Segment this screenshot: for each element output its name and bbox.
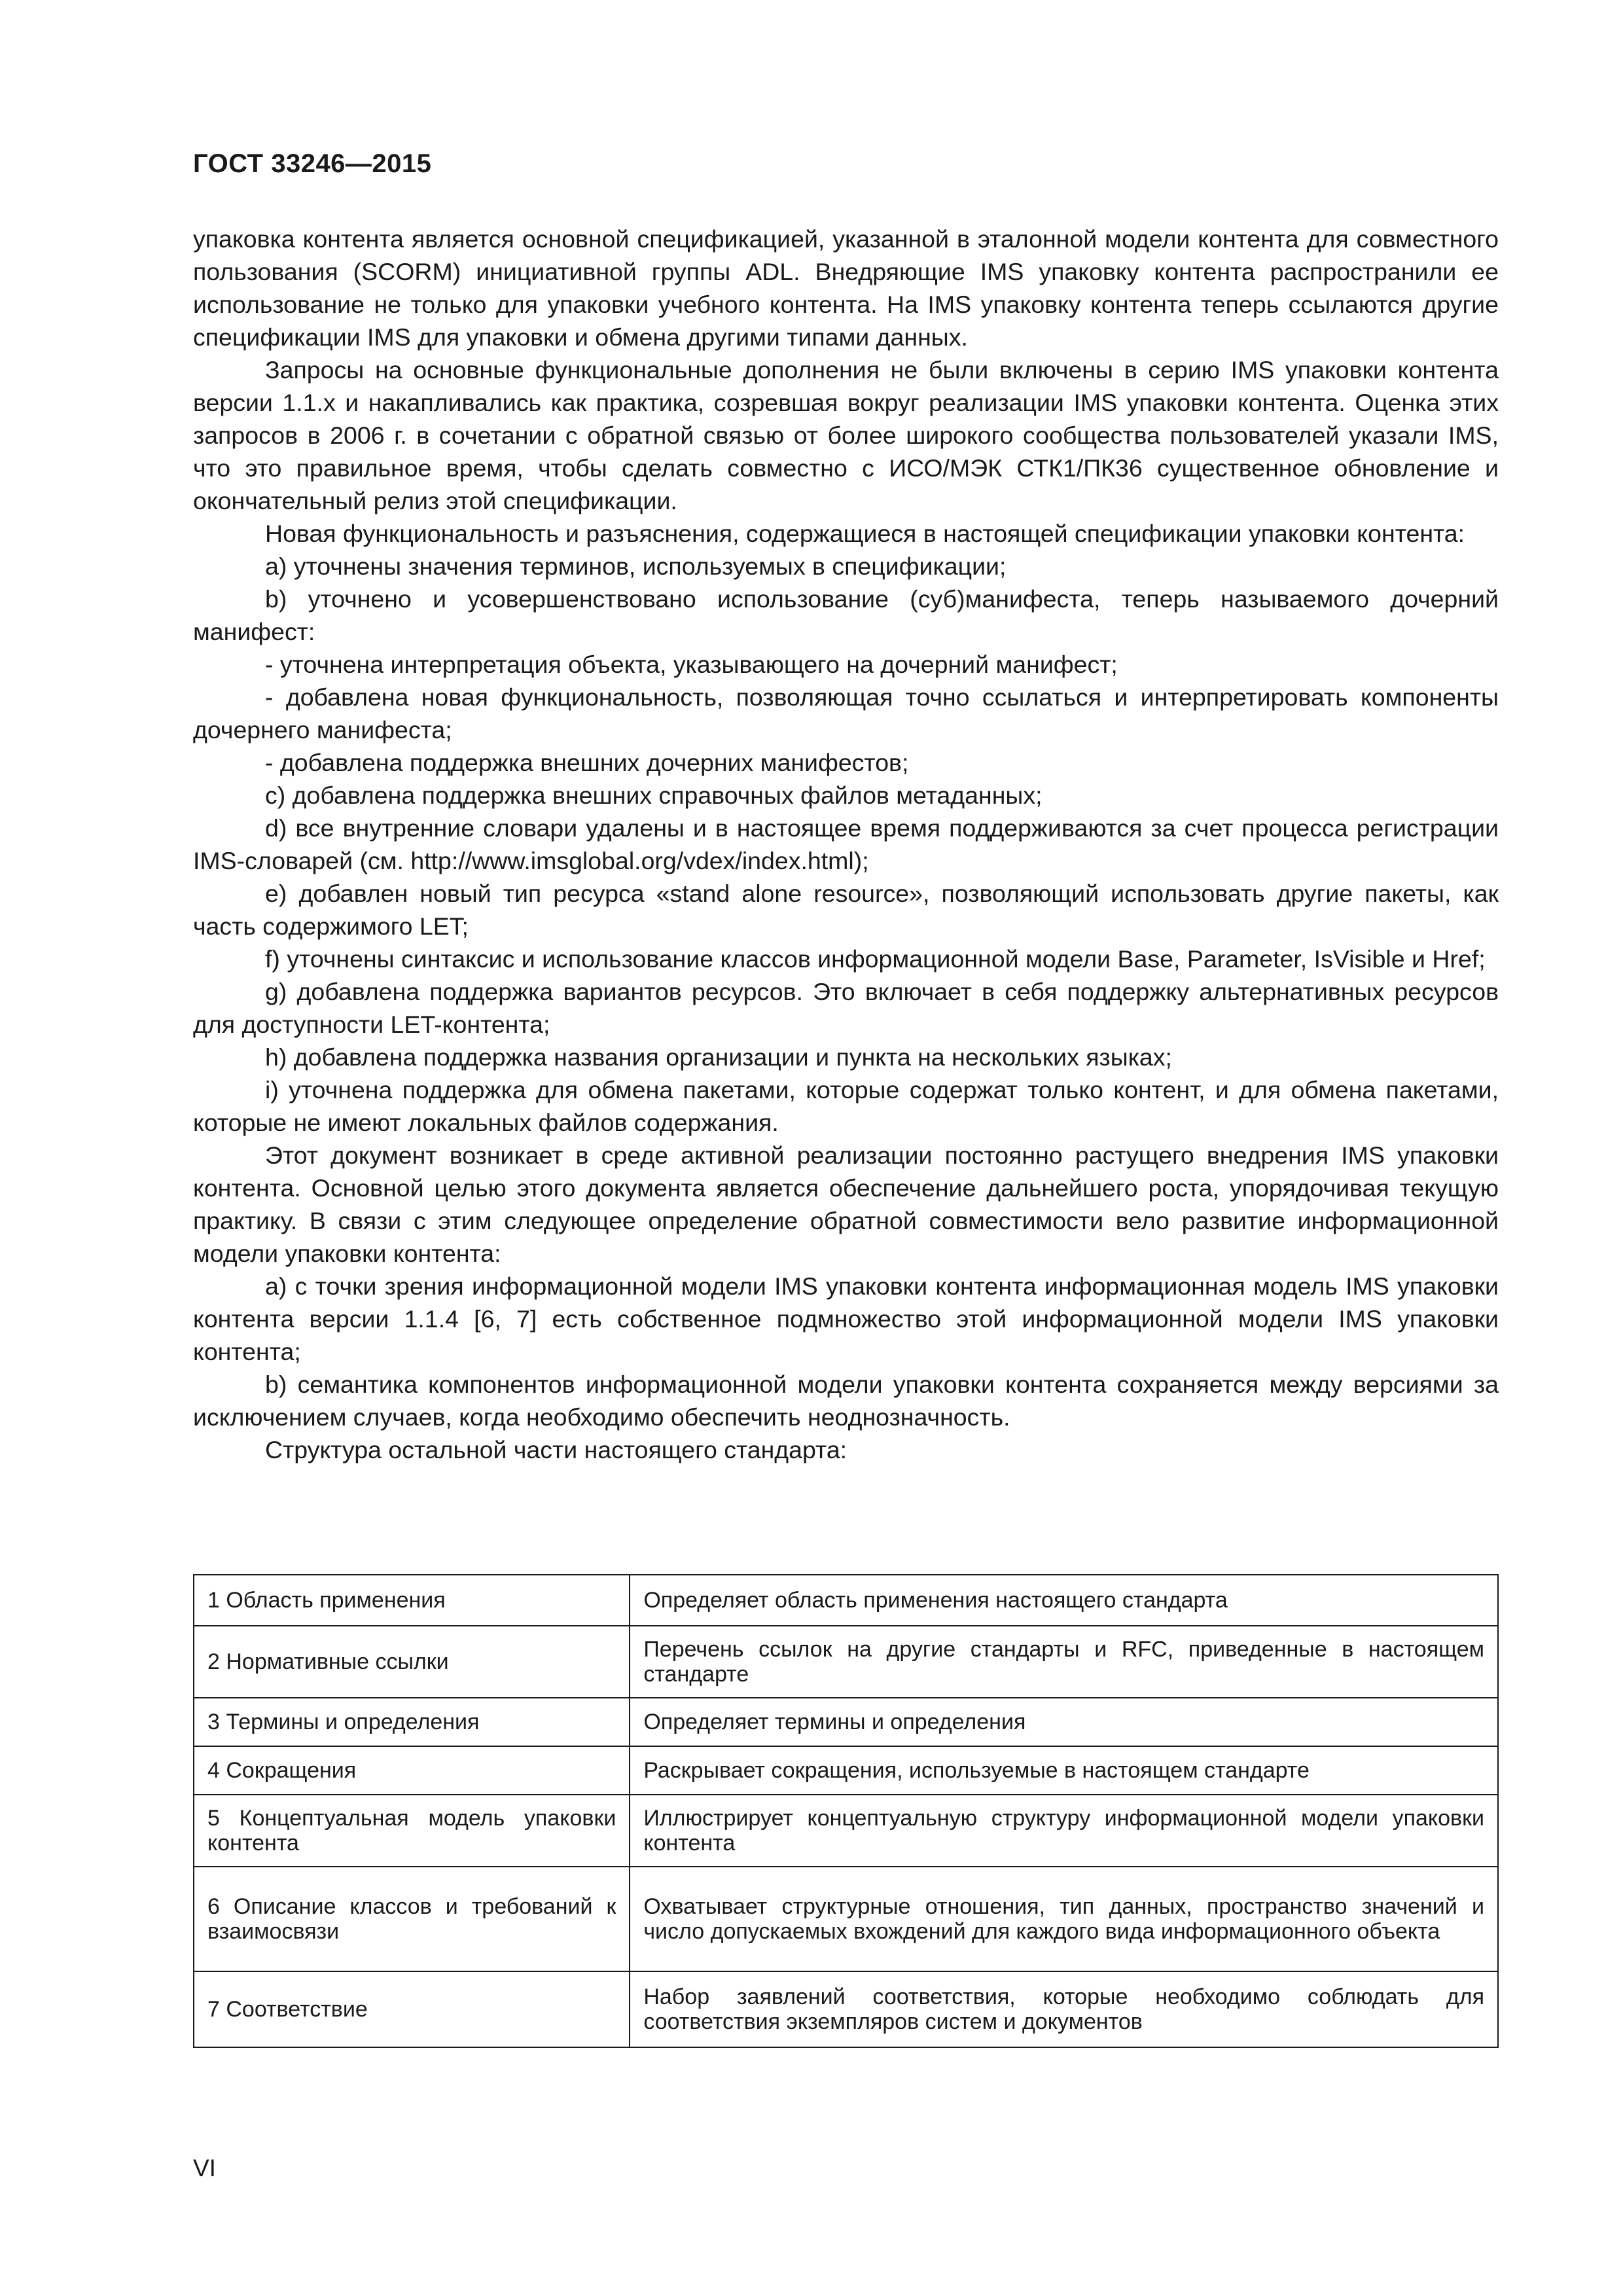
list-item: f) уточнены синтаксис и использование классов информационной модели Base, Parameter, IsVisible и Href; bbox=[265, 945, 1486, 973]
sub-list-item: - уточнена интерпретация объекта, указывающего на дочерний манифест; bbox=[265, 651, 1118, 678]
page-number: VI bbox=[193, 2155, 216, 2181]
sub-list-item: - добавлена новая функциональность, позволяющая точно ссылаться и интерпретировать компоненты дочернего манифеста; bbox=[193, 683, 1499, 744]
list-item: e) добавлен новый тип ресурса «stand alone resource», позволяющий использовать другие пакеты, как часть содержимого LET; bbox=[193, 880, 1499, 940]
section-cell: 3 Термины и определения bbox=[194, 1698, 630, 1746]
list-item: d) все внутренние словари удалены и в настоящее время поддерживаются за счет процесса регистрации IMS-словарей (см. http://www.imsglobal.org/vdex/index.html); bbox=[193, 814, 1499, 874]
table-row bbox=[194, 1867, 1498, 1971]
section-cell: 6 Описание классов и требований к взаимосвязи bbox=[194, 1867, 630, 1971]
list-item: i) уточнена поддержка для обмена пакетами, которые содержат только контент, и для обмена пакетами, которые не имеют локальных файлов содержания. bbox=[193, 1076, 1499, 1136]
list-item: h) добавлена поддержка названия организации и пункта на нескольких языках; bbox=[265, 1043, 1172, 1071]
paragraph: Этот документ возникает в среде активной реализации постоянно растущего внедрения IMS упаковки контента. Основной целью этого документа является обеспечение дальнейшего роста, упорядочивая текущую практику. В связи с этим следующее определение обратной совместимости вело развитие информационной модели упаковки контента: bbox=[193, 1141, 1499, 1267]
description-cell: Охватывает структурные отношения, тип данных, пространство значений и число допускаемых вхождений для каждого вида информационного объекта bbox=[630, 1867, 1498, 1971]
table-row bbox=[194, 1698, 1498, 1746]
list-item: b) семантика компонентов информационной модели упаковки контента сохраняется между версиями за исключением случаев, когда необходимо обеспечить неоднозначность. bbox=[193, 1371, 1499, 1431]
table-row bbox=[194, 1971, 1498, 2047]
list-item: а) уточнены значения терминов, используемых в спецификации; bbox=[265, 552, 1007, 580]
section-cell: 4 Сокращения bbox=[194, 1746, 630, 1795]
sub-list-item: - добавлена поддержка внешних дочерних манифестов; bbox=[265, 749, 909, 776]
list-item: а) с точки зрения информационной модели IMS упаковки контента информационная модель IMS упаковки контента версии 1.1.4 [6, 7] есть собственное подмножество этой информационной модели IMS упаковки контента; bbox=[193, 1272, 1499, 1365]
body-text bbox=[193, 223, 1499, 1466]
description-cell: Определяет область применения настоящего стандарта bbox=[630, 1575, 1498, 1626]
section-cell: 7 Соответствие bbox=[194, 1971, 630, 2047]
section-cell: 5 Концептуальная модель упаковки контента bbox=[194, 1795, 630, 1867]
table-row bbox=[194, 1746, 1498, 1795]
paragraph: Структура остальной части настоящего стандарта: bbox=[265, 1436, 847, 1463]
document-header-code: ГОСТ 33246—2015 bbox=[193, 149, 432, 178]
table-row bbox=[194, 1575, 1498, 1626]
list-item: c) добавлена поддержка внешних справочных файлов метаданных; bbox=[265, 781, 1043, 809]
paragraph: Запросы на основные функциональные дополнения не были включены в серию IMS упаковки контента версии 1.1.x и накапливались как практика, созревшая вокруг реализации IMS упаковки контента. Оценка этих запросов в 2006 г. в сочетании с обратной связью от более широкого сообщества пользователей указали IMS, что это правильное время, чтобы сделать совместно с ИСО/МЭК СТК1/ПК36 существенное обновление и окончательный релиз этой спецификации. bbox=[193, 356, 1499, 514]
description-cell: Определяет термины и определения bbox=[630, 1698, 1498, 1746]
description-cell: Перечень ссылок на другие стандарты и RFC, приведенные в настоящем стандарте bbox=[630, 1626, 1498, 1698]
section-cell: 2 Нормативные ссылки bbox=[194, 1626, 630, 1698]
description-cell: Раскрывает сокращения, используемые в настоящем стандарте bbox=[630, 1746, 1498, 1795]
list-item: b) уточнено и усовершенствовано использование (суб)манифеста, теперь называемого дочерний манифест: bbox=[193, 585, 1499, 645]
structure-table bbox=[193, 1574, 1499, 2048]
list-item: g) добавлена поддержка вариантов ресурсов. Это включает в себя поддержку альтернативных ресурсов для доступности LET-контента; bbox=[193, 978, 1499, 1038]
section-cell: 1 Область применения bbox=[194, 1575, 630, 1626]
description-cell: Иллюстрирует концептуальную структуру информационной модели упаковки контента bbox=[630, 1795, 1498, 1867]
description-cell: Набор заявлений соответствия, которые необходимо соблюдать для соответствия экземпляров систем и документов bbox=[630, 1971, 1498, 2047]
table-row bbox=[194, 1626, 1498, 1698]
paragraph: упаковка контента является основной спецификацией, указанной в эталонной модели контента для совместного пользования (SCORM) инициативной группы ADL. Внедряющие IMS упаковку контента распространили ее использование не только для упаковки учебного контента. На IMS упаковку контента теперь ссылаются другие спецификации IMS для упаковки и обмена другими типами данных. bbox=[193, 225, 1499, 351]
paragraph: Новая функциональность и разъяснения, содержащиеся в настоящей спецификации упаковки контента: bbox=[265, 520, 1465, 547]
table-row bbox=[194, 1795, 1498, 1867]
